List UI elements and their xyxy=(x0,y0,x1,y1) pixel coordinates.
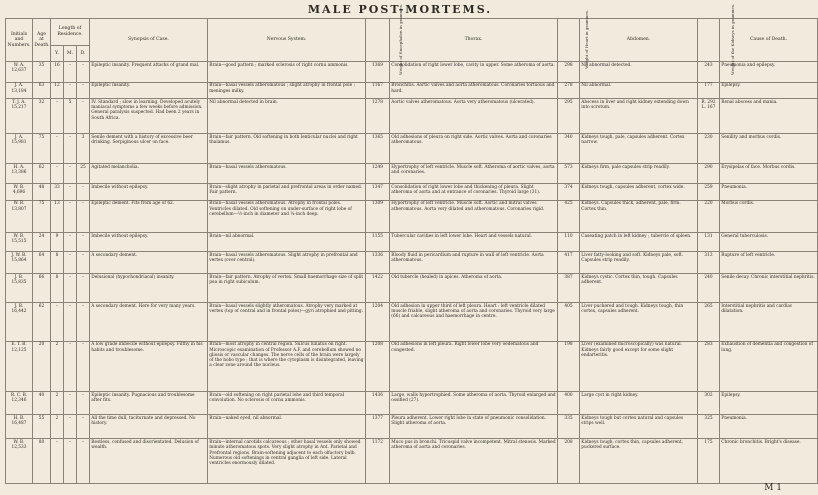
cell-id: J. A. 15,981 xyxy=(6,133,33,164)
cell-cause: Pneumonia and epilepsy. xyxy=(720,62,818,83)
cell-months: ·· xyxy=(64,414,77,439)
table-row xyxy=(6,133,818,164)
cell-nervous: Brain—basal vessels atheromatous ; slight atrophy in frontal pole ; meninges milky. xyxy=(208,82,366,99)
cell-age: 40 xyxy=(33,392,51,415)
cell-abdomen: Liver puckered and tough. Kidneys tough, thin cortex, capsules adherent. xyxy=(580,302,698,341)
cell-months: 5 xyxy=(64,99,77,134)
cell-kidney-weight: 230 xyxy=(698,133,720,164)
cell-nervous: Brain—basal vessels atheromatous. Slight atrophy in prefrontal and vertex (over central). xyxy=(208,251,366,274)
cell-days: ·· xyxy=(77,414,90,439)
cell-abdomen: Kidneys tough, capsules adherent, cortex wide. xyxy=(580,183,698,200)
header-enc-weight: Weight of Encephalon in grammes. xyxy=(366,19,390,62)
cell-synopsis: Imbecile without epilepsy. xyxy=(90,233,208,252)
cell-months: ·· xyxy=(64,233,77,252)
cell-synopsis: A secondary dement. xyxy=(90,251,208,274)
cell-months: ·· xyxy=(64,183,77,200)
cell-cause: Rupture of left ventricle. xyxy=(720,251,818,274)
cell-age: 32 xyxy=(33,99,51,134)
cell-years: 2 xyxy=(51,341,64,392)
table-row xyxy=(6,439,818,484)
cell-days: ·· xyxy=(77,99,90,134)
cell-kidney-weight: 131 xyxy=(698,233,720,252)
cell-heart-weight: 405 xyxy=(558,302,580,341)
cell-heart-weight: 295 xyxy=(558,99,580,134)
cell-thorax: Consolidation of right lower lobe and thickening of pleura. Slight atheroma of aorta and at entrance of coronaries. Thyroid large (31). xyxy=(390,183,558,200)
cell-age: 63 xyxy=(33,82,51,99)
cell-days: ·· xyxy=(77,200,90,233)
cell-id: J. B. 15,835 xyxy=(6,274,33,303)
cell-synopsis: A low grade imbecile without epilepsy. Filthy in his habits and troublesome. xyxy=(90,341,208,392)
cell-abdomen: Kidneys cystic. Cortex thin, tough. Capsules adherent. xyxy=(580,274,698,303)
cell-heart-weight: 387 xyxy=(558,274,580,303)
cell-age: 66 xyxy=(33,274,51,303)
cell-abdomen: Nil abnormal. xyxy=(580,82,698,99)
cell-enc-weight: 1369 xyxy=(366,62,390,83)
cell-kidney-weight: 177 xyxy=(698,82,720,99)
table-row xyxy=(6,164,818,184)
cell-synopsis: Epileptic insanity. Pugnacious and troublesome after fits. xyxy=(90,392,208,415)
cell-abdomen: Kidneys tough but cortex natural and capsules strips well. xyxy=(580,414,698,439)
cell-years: 2 xyxy=(51,392,64,415)
cell-thorax: Old adhesion in upper third of left pleura. Heart : left ventricle dilated muscle friable, slight atheroma of aorta and coronaries. Thyroid very large (66) and calcareous and haemorrhage in centre. xyxy=(390,302,558,341)
header-thorax: Thorax. xyxy=(390,19,558,62)
cell-abdomen: Liver (examined microscopically) was natural. Kidneys fairly good except for some slight endarteritis. xyxy=(580,341,698,392)
cell-enc-weight: 1377 xyxy=(366,414,390,439)
table-row xyxy=(6,99,818,134)
cell-days: ·· xyxy=(77,251,90,274)
header-residence: Length of Residence. xyxy=(51,19,90,46)
cell-heart-weight: 110 xyxy=(558,233,580,252)
cell-heart-weight: 208 xyxy=(558,439,580,484)
table-row xyxy=(6,414,818,439)
cell-cause: Epilepsy. xyxy=(720,392,818,415)
cell-days: 25 xyxy=(77,164,90,184)
cell-years: 2 xyxy=(51,414,64,439)
cell-kidney-weight: 265 xyxy=(698,302,720,341)
header-heart-weight: Weight of Heart in grammes. xyxy=(558,19,580,62)
cell-days: ·· xyxy=(77,183,90,200)
cell-heart-weight: 298 xyxy=(558,62,580,83)
cell-nervous: Brain—fair pattern. Atrophy of vertex. Small haemorrhage size of split pea in right subiculum. xyxy=(208,274,366,303)
cell-nervous: Brain—fair pattern. Old softening in both lenticular nuclei and right thalamus. xyxy=(208,133,366,164)
table-row xyxy=(6,62,818,83)
cell-synopsis: Senile dement with a history of excessive beer drinking. Serpiginous ulcer on face. xyxy=(90,133,208,164)
header-cause: Cause of Death. xyxy=(720,19,818,62)
table-row xyxy=(6,392,818,415)
cell-enc-weight: 1208 xyxy=(366,341,390,392)
cell-years: 8 xyxy=(51,274,64,303)
cell-age: 35 xyxy=(33,62,51,83)
cell-synopsis: All the time dull, taciturnate and depressed. No history. xyxy=(90,414,208,439)
cell-thorax: Aortic valves atheromatous. Aorta very atheromatous (ulcerated). xyxy=(390,99,558,134)
cell-years: 33 xyxy=(51,183,64,200)
cell-nervous: Brain—good pattern ; marked sclerosis of right cornu ammonis. xyxy=(208,62,366,83)
cell-synopsis: A secondary dement. Here for very many years. xyxy=(90,302,208,341)
cell-kidney-weight: 302 xyxy=(698,392,720,415)
header-days: D. xyxy=(77,45,90,61)
cell-id: W. B. 12,533 xyxy=(6,439,33,484)
header-months: M. xyxy=(64,45,77,61)
cell-months: ·· xyxy=(64,302,77,341)
cell-synopsis: Epileptic dement. Fits from age of 62. xyxy=(90,200,208,233)
cell-years: 8 xyxy=(51,251,64,274)
cell-age: 55 xyxy=(33,414,51,439)
cell-synopsis: Imbecile without epilepsy. xyxy=(90,183,208,200)
cell-kidney-weight: R. 292 L. 167 xyxy=(698,99,720,134)
cell-heart-weight: 400 xyxy=(558,392,580,415)
cell-days: ·· xyxy=(77,82,90,99)
cell-thorax: Old adhesions of pleura on right side. Aortic valves. Aorta and coronaries atheromatous. xyxy=(390,133,558,164)
cell-synopsis: Agitated melancholia. xyxy=(90,164,208,184)
cell-thorax: Large, walls hypertrophied. Some atheroma of aorta. Thyroid enlarged and ossified (27). xyxy=(390,392,558,415)
header-nervous: Nervous System. xyxy=(208,19,366,62)
cell-age: 64 xyxy=(33,251,51,274)
header-initials: Initials and Numbers. xyxy=(6,19,33,62)
cell-enc-weight: 1422 xyxy=(366,274,390,303)
cell-months: ·· xyxy=(64,82,77,99)
cell-synopsis: IV. Standard ; slow in learning. Developed acutely maniacal symptoms a few weeks before admission. General paralysis suspected. Had been 2 years in South Africa. xyxy=(90,99,208,134)
cell-nervous: Brain—old softening on right parietal lobe and third temporal convolution. No sclerosis of cornu ammonis. xyxy=(208,392,366,415)
cell-id: J. B. 16,442 xyxy=(6,302,33,341)
cell-age: 62 xyxy=(33,302,51,341)
cell-kidney-weight: 290 xyxy=(698,164,720,184)
cell-days: ·· xyxy=(77,302,90,341)
cell-id: W. B. 15,515 xyxy=(6,233,33,252)
cell-enc-weight: 1278 xyxy=(366,99,390,134)
table-row xyxy=(6,302,818,341)
cell-nervous: Brain—internal carotids calcareous ; other basal vessels only showed minute atheromatous spots. Very slight atrophy in Ant. Parietal and Prefrontal regions. Brain-softening adjacent to each olfactory bulb. Numerous old softenings in central ganglia of left side. Lateral ventricles enormously dilated. xyxy=(208,439,366,484)
cell-kidney-weight: 220 xyxy=(698,200,720,233)
cell-heart-weight: 425 xyxy=(558,200,580,233)
cell-cause: Epilepsy. xyxy=(720,82,818,99)
cell-id: J. W. B. 15,864 xyxy=(6,251,33,274)
cell-kidney-weight: 313 xyxy=(698,251,720,274)
cell-heart-weight: 335 xyxy=(558,414,580,439)
cell-days: ·· xyxy=(77,274,90,303)
page-title: MALE POST-MORTEMS. xyxy=(307,3,493,16)
cell-months: ·· xyxy=(64,392,77,415)
cell-id: E. T. B. 12,125 xyxy=(6,341,33,392)
cell-heart-weight: 573 xyxy=(558,164,580,184)
cell-cause: Senile decay. Chronic interstitial nephritis. xyxy=(720,274,818,303)
table-row xyxy=(6,274,818,303)
cell-age: 48 xyxy=(33,183,51,200)
header-abdomen: Abdomen. xyxy=(580,19,698,62)
cell-thorax: Old tubercle (healed) in apices. Atheroma of aorta. xyxy=(390,274,558,303)
cell-months: ·· xyxy=(64,200,77,233)
cell-abdomen: Large cyst in right kidney. xyxy=(580,392,698,415)
table-row xyxy=(6,200,818,233)
cell-heart-weight: 340 xyxy=(558,133,580,164)
cell-thorax: Muco pus in bronchi. Tricuspid valve incompetent. Mitral stenosis. Marked atheroma of aorta and coronaries. xyxy=(390,439,558,484)
cell-nervous: Brain—naked eyed, nil abnormal. xyxy=(208,414,366,439)
cell-years: ·· xyxy=(51,133,64,164)
cell-enc-weight: 1309 xyxy=(366,200,390,233)
cell-days: ·· xyxy=(77,341,90,392)
cell-synopsis: Delusional (hypochondriacal) insanity. xyxy=(90,274,208,303)
cell-years: 12 xyxy=(51,82,64,99)
cell-enc-weight: 1155 xyxy=(366,233,390,252)
cell-nervous: Brain—basal vessels slightly atheromatous. Atrophy very marked at vertex (top of central and in frontal poles)—gyri atrophied and pitting. xyxy=(208,302,366,341)
header-synopsis: Synopsis of Case. xyxy=(90,19,208,62)
cell-heart-weight: 198 xyxy=(558,341,580,392)
cell-days: ·· xyxy=(77,439,90,484)
table-row xyxy=(6,82,818,99)
cell-cause: Pneumonia. xyxy=(720,183,818,200)
cell-nervous: Brain—slight atrophy in parietal and prefrontal areas in order named. Fair pattern. xyxy=(208,183,366,200)
cell-months: ·· xyxy=(64,164,77,184)
table-row xyxy=(6,183,818,200)
cell-synopsis: Restless, confused and disorientated. Delusion of wealth. xyxy=(90,439,208,484)
cell-thorax: Hypertrophy of left ventricle. Muscle soft. Atheroma of aortic valves, aorta and coronaries. xyxy=(390,164,558,184)
cell-enc-weight: 1365 xyxy=(366,133,390,164)
cell-id: H. B. 16,487 xyxy=(6,414,33,439)
cell-enc-weight: 1249 xyxy=(366,164,390,184)
cell-thorax: Bloody fluid in pericardium and rupture in wall of left ventricle. Aorta atheromatous. xyxy=(390,251,558,274)
cell-nervous: Brain—basal vessels atheromatous. xyxy=(208,164,366,184)
cell-cause: Renal abscess and mania. xyxy=(720,99,818,134)
header-kidney-weight: Weight of the Kidneys in grammes. xyxy=(698,19,720,62)
cell-synopsis: Epileptic insanity. xyxy=(90,82,208,99)
cell-age: 24 xyxy=(33,233,51,252)
cell-cause: Chronic bronchitis. Bright's disease. xyxy=(720,439,818,484)
cell-months: ·· xyxy=(64,274,77,303)
cell-synopsis: Epileptic insanity. Frequent attacks of grand mal. xyxy=(90,62,208,83)
cell-thorax: Tubercular cavities in left lower lobe. Heart and vessels natural. xyxy=(390,233,558,252)
table-row xyxy=(6,233,818,252)
cell-years: 9 xyxy=(51,233,64,252)
cell-heart-weight: 374 xyxy=(558,183,580,200)
cell-abdomen: Caseating patch in left kidney ; tubercle of spleen. xyxy=(580,233,698,252)
cell-cause: Erysipelas of face. Morbus cordis. xyxy=(720,164,818,184)
cell-enc-weight: 1436 xyxy=(366,392,390,415)
cell-age: 20 xyxy=(33,341,51,392)
cell-enc-weight: 1347 xyxy=(366,183,390,200)
cell-days: ·· xyxy=(77,233,90,252)
cell-years: ·· xyxy=(51,99,64,134)
cell-days: 3 xyxy=(77,133,90,164)
cell-abdomen: Kidneys tough, cortex thin, capsules adherent, puckered surface. xyxy=(580,439,698,484)
cell-cause: Exhaustion of dementia and congestion of lung. xyxy=(720,341,818,392)
cell-months: ·· xyxy=(64,341,77,392)
cell-heart-weight: 417 xyxy=(558,251,580,274)
cell-id: W. B. 13,807 xyxy=(6,200,33,233)
cell-enc-weight: 1172 xyxy=(366,439,390,484)
cell-months: ·· xyxy=(64,62,77,83)
cell-age: 75 xyxy=(33,200,51,233)
cell-kidney-weight: 243 xyxy=(698,62,720,83)
cell-years: ·· xyxy=(51,302,64,341)
table-row xyxy=(6,251,818,274)
cell-cause: General tuberculosis. xyxy=(720,233,818,252)
cell-years: ·· xyxy=(51,164,64,184)
cell-years: 13 xyxy=(51,200,64,233)
header-age: Age at Death. xyxy=(33,19,51,62)
cell-id: W. B. 4,696 xyxy=(6,183,33,200)
cell-thorax: Old adhesions in left pleura. Right lower lobe very oedematous and congested. xyxy=(390,341,558,392)
cell-heart-weight: 278 xyxy=(558,82,580,99)
cell-kidney-weight: 259 xyxy=(698,183,720,200)
cell-nervous: Brain—nil abnormal. xyxy=(208,233,366,252)
cell-nervous: Brain—basal vessels atheromatous. Atrophy in frontal poles. Ventricles dilated. Old softening on under-surface of right lobe of cerebellum—½-inch in diameter and ¼-inch deep. xyxy=(208,200,366,233)
cell-thorax: Hypertrophy of left ventricle. Muscle soft. Aortic and mitral valves atheromatous. Aorta very dilated and atheromatous. Coronaries rigid. xyxy=(390,200,558,233)
cell-days: ·· xyxy=(77,392,90,415)
cell-cause: Interstitial nephritis and cardiac dilatation. xyxy=(720,302,818,341)
cell-abdomen: Kidneys. Capsules thick, adherent, pale, firm. Cortex thin. xyxy=(580,200,698,233)
cell-thorax: Consolidation of right lower lobe, cavity in upper. Some atheroma of aorta. xyxy=(390,62,558,83)
cell-kidney-weight: 283 xyxy=(698,341,720,392)
cell-nervous: Brain—most atrophy in central region. Sulcus lunatus on right. Microscopic examination of Professor A.F. and cerebellum showed no gliosis or vascular changes. The nerve cells of the brain were largely of the hobo type ; that is where the cytoplasm is disintegrated, leaving a clear zone around the nucleus. xyxy=(208,341,366,392)
cell-abdomen: Abscess in liver and right kidney extending down into scrotum. xyxy=(580,99,698,134)
cell-id: J. A. 13,184 xyxy=(6,82,33,99)
cell-thorax: Bronchitis. Aortic valves and aorta atheromatous. Coronaries tortuous and hard. xyxy=(390,82,558,99)
header-years: Y. xyxy=(51,45,64,61)
page-marker: M 1 xyxy=(764,483,782,493)
cell-id: W. A. 12,637 xyxy=(6,62,33,83)
cell-enc-weight: 1167 xyxy=(366,82,390,99)
cell-age: 80 xyxy=(33,439,51,484)
cell-years: 16 xyxy=(51,62,64,83)
cell-abdomen: Nil abnormal detected. xyxy=(580,62,698,83)
cell-thorax: Pleura adherent. Lower right lobe in state of pneumonic consolidation. Slight atheroma of aorta. xyxy=(390,414,558,439)
cell-kidney-weight: 240 xyxy=(698,274,720,303)
cell-id: H. A. 13,386 xyxy=(6,164,33,184)
cell-enc-weight: 1204 xyxy=(366,302,390,341)
cell-age: 62 xyxy=(33,164,51,184)
cell-cause: Pneumonia. xyxy=(720,414,818,439)
cell-months: ·· xyxy=(64,439,77,484)
cell-abdomen: Kidneys firm, pale capsules strip readily. xyxy=(580,164,698,184)
cell-days: ·· xyxy=(77,62,90,83)
cell-id: R. C. B. 12,346 xyxy=(6,392,33,415)
cell-cause: Senility and morbus cordis. xyxy=(720,133,818,164)
table-row xyxy=(6,341,818,392)
cell-months: ·· xyxy=(64,251,77,274)
cell-kidney-weight: 175 xyxy=(698,439,720,484)
cell-id: T. J. A. 15,217 xyxy=(6,99,33,134)
cell-months: ·· xyxy=(64,133,77,164)
cell-abdomen: Liver fatty-looking and soft. Kidneys pale, soft. Capsules strip readily. xyxy=(580,251,698,274)
cell-abdomen: Kidneys tough, pale, capsules adherent. Cortex narrow. xyxy=(580,133,698,164)
cell-cause: Morbus cordis. xyxy=(720,200,818,233)
cell-nervous: Nil abnormal detected in brain. xyxy=(208,99,366,134)
cell-age: 75 xyxy=(33,133,51,164)
cell-years: ·· xyxy=(51,439,64,484)
cell-enc-weight: 1336 xyxy=(366,251,390,274)
cell-kidney-weight: 325 xyxy=(698,414,720,439)
